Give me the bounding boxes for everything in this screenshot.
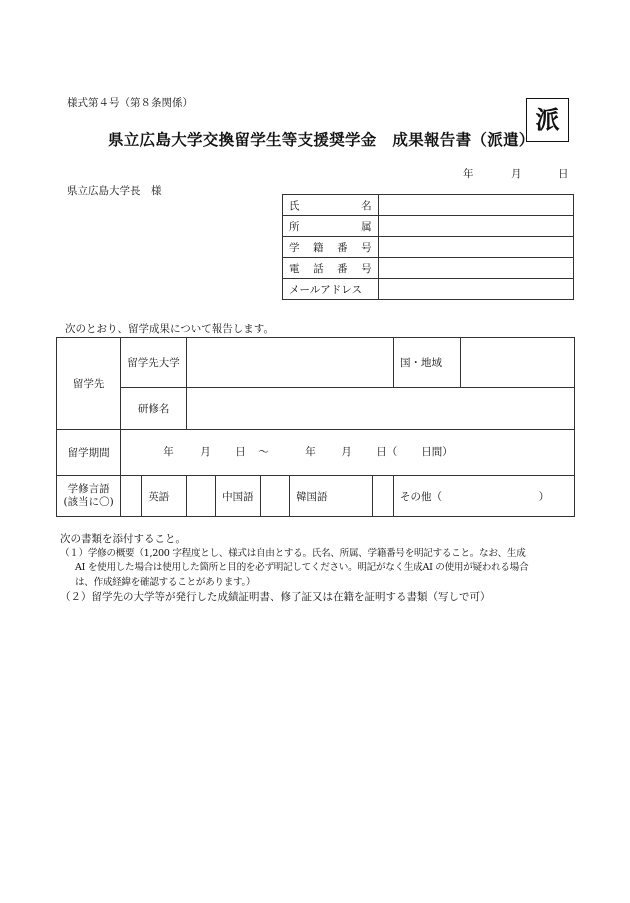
- table-row: [283, 279, 574, 300]
- addressee: 県立広島大学長 様: [67, 185, 162, 197]
- dispatch-stamp: 派: [526, 98, 569, 142]
- date-year: 年: [463, 168, 474, 180]
- email-field[interactable]: [378, 279, 573, 300]
- note-item-2: （２）留学先の大学等が発行した成績証明書、修了証又は在籍を証明する書類（写しで可）: [60, 591, 491, 603]
- student-id-field[interactable]: [378, 237, 573, 258]
- page-title: 県立広島大学交換留学生等支援奨学金 成果報告書（派遣）: [108, 130, 535, 149]
- phone-label: 電 話 番 号: [283, 258, 379, 279]
- table-row: [57, 388, 575, 430]
- english-checkbox[interactable]: [121, 476, 142, 517]
- other-checkbox[interactable]: [373, 476, 394, 517]
- form-number: 様式第４号（第８条関係）: [67, 97, 193, 109]
- date-month: 月: [511, 168, 522, 180]
- attachment-notes: [60, 532, 575, 605]
- table-row: [283, 195, 574, 216]
- note-item-1-cont: は、作成経緯を確認することがあります。）: [75, 576, 256, 588]
- period-label: 留学期間: [57, 430, 121, 476]
- notes-heading: 次の書類を添付すること。: [60, 533, 186, 545]
- training-field[interactable]: [187, 388, 575, 430]
- table-row: [283, 216, 574, 237]
- intro-text: 次のとおり、留学成果について報告します。: [65, 323, 274, 335]
- country-field[interactable]: [460, 338, 574, 388]
- name-label: 氏 名: [283, 195, 379, 216]
- language-label: 学修言語 (該当に〇): [57, 476, 121, 517]
- affiliation-label: 所 属: [283, 216, 379, 237]
- country-label: 国・地域: [393, 338, 460, 388]
- training-label: 研修名: [121, 388, 187, 430]
- table-row: [57, 476, 575, 517]
- affiliation-field[interactable]: [378, 216, 573, 237]
- phone-field[interactable]: [378, 258, 573, 279]
- english-label: 英語: [142, 476, 187, 517]
- name-field[interactable]: [378, 195, 573, 216]
- note-item-1-cont: AI を使用した場合は使用した箇所と目的を必ず明記してください。明記がなく生成AI の使用が疑われる場合: [75, 562, 529, 573]
- korean-label: 韓国語: [290, 476, 373, 517]
- period-field[interactable]: 年 月 日 ～ 年 月 日（ 日間）: [121, 430, 575, 476]
- university-field[interactable]: [187, 338, 394, 388]
- email-label: メールアドレス: [283, 279, 379, 300]
- date-day: 日: [558, 168, 569, 180]
- applicant-info-table: [282, 194, 574, 300]
- chinese-checkbox[interactable]: [187, 476, 216, 517]
- table-row: [283, 258, 574, 279]
- table-row: [57, 430, 575, 476]
- chinese-label: 中国語: [216, 476, 261, 517]
- study-abroad-table: [56, 337, 575, 517]
- other-field[interactable]: その他（ ）: [393, 476, 574, 517]
- student-id-label: 学 籍 番 号: [283, 237, 379, 258]
- table-row: [283, 237, 574, 258]
- destination-label: 留学先: [57, 338, 121, 430]
- note-item-1: （１）学修の概要（1,200 字程度とし、様式は自由とする。氏名、所属、学籍番号を明記すること。なお、生成: [60, 547, 526, 559]
- korean-checkbox[interactable]: [261, 476, 290, 517]
- university-label: 留学先大学: [121, 338, 187, 388]
- table-row: [57, 338, 575, 388]
